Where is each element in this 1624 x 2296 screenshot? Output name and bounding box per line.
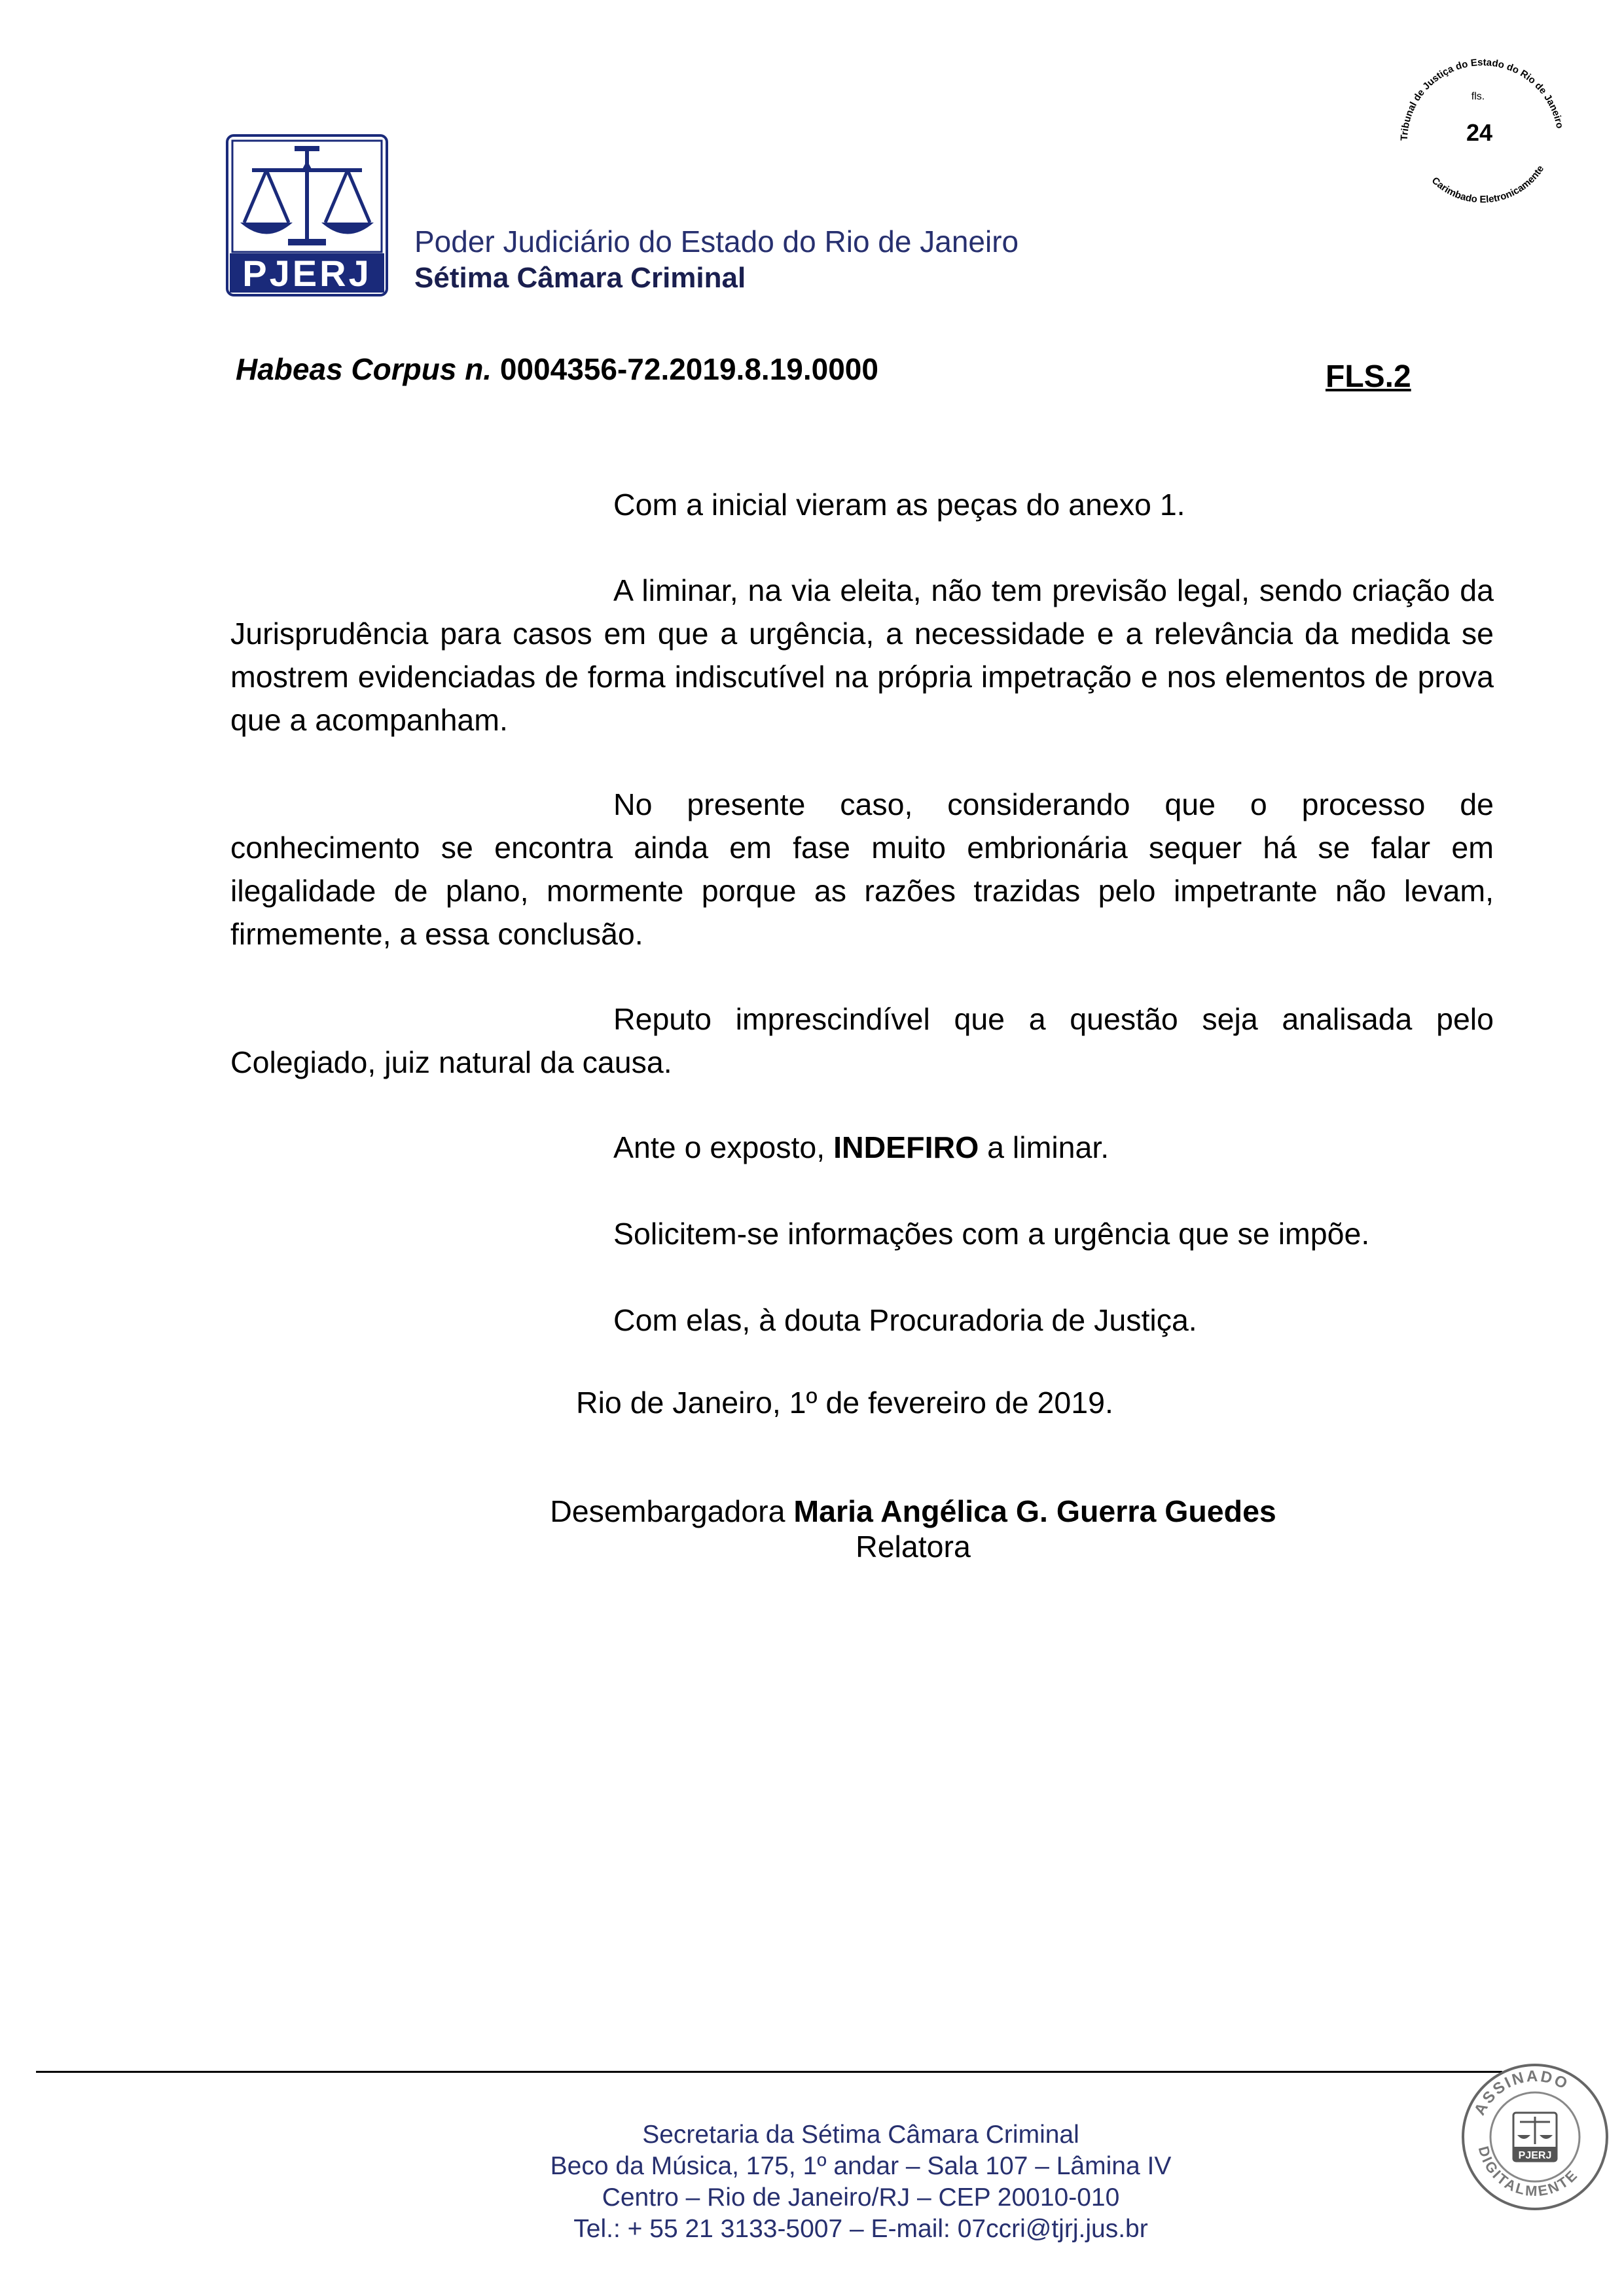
paragraph-5-after: a liminar. bbox=[987, 1130, 1110, 1164]
paragraph-4-text: Reputo imprescindível que a questão seja analisada pelo Colegiado, juiz natural da causa. bbox=[230, 1002, 1494, 1079]
footer-line-2: Beco da Música, 175, 1º andar – Sala 107 – Lâmina IV bbox=[550, 2152, 1172, 2180]
digital-signature-seal bbox=[1460, 2062, 1610, 2212]
paragraph-1: Com a inicial vieram as peças do anexo 1. bbox=[613, 488, 1185, 522]
paragraph-4 bbox=[230, 997, 1494, 1084]
case-label: Habeas Corpus n. bbox=[236, 352, 492, 386]
seal-top-text: ASSINADO bbox=[1470, 2067, 1572, 2119]
pjerj-logo bbox=[226, 134, 388, 296]
paragraph-5-bold: INDEFIRO bbox=[833, 1130, 979, 1164]
paragraph-2-text: A liminar, na via eleita, não tem previsão legal, sendo criação da Jurisprudência para casos em que a urgência, a necessidade e a relevância da medida se mostrem evidenciadas de forma indiscutível na própria impetração e nos elementos de prova que a acompanham. bbox=[230, 573, 1494, 737]
signature-title: Desembargadora bbox=[550, 1494, 785, 1528]
case-number: 0004356-72.2019.8.19.0000 bbox=[499, 352, 878, 386]
signature-name: Maria Angélica G. Guerra Guedes bbox=[793, 1494, 1276, 1528]
signature-role: Relatora bbox=[856, 1530, 971, 1564]
date-line: Rio de Janeiro, 1º de fevereiro de 2019. bbox=[576, 1386, 1113, 1420]
paragraph-7: Com elas, à douta Procuradoria de Justiça. bbox=[613, 1303, 1197, 1337]
stamp-bottom-text: Carimbado Eletronicamente bbox=[1429, 163, 1547, 206]
svg-text:Carimbado Eletronicamente bbox=[1430, 164, 1546, 206]
paragraph-3-text: No presente caso, considerando que o processo de conhecimento se encontra ainda em fase muito embrionária sequer há se falar em ilegalidade de plano, mormente porque as razões trazidas pelo impetrante não levam, firmemente, a essa conclusão. bbox=[230, 787, 1494, 951]
footer-line-1: Secretaria da Sétima Câmara Criminal bbox=[642, 2121, 1079, 2149]
footer-line-4: Tel.: + 55 21 3133-5007 – E-mail: 07ccri@tjrj.jus.br bbox=[573, 2215, 1148, 2243]
paragraph-2 bbox=[230, 569, 1494, 742]
paragraph-3 bbox=[230, 783, 1494, 956]
paragraph-5-before: Ante o exposto, bbox=[613, 1130, 825, 1164]
paragraph-6: Solicitem-se informações com a urgência que se impõe. bbox=[613, 1217, 1370, 1251]
stamp-ring-text: Tribunal de Justiça do Estado do Rio de Janeiro bbox=[1398, 56, 1566, 141]
org-name: Poder Judiciário do Estado do Rio de Janeiro bbox=[414, 224, 1019, 259]
org-subtitle: Sétima Câmara Criminal bbox=[414, 262, 746, 294]
seal-bottom-text: DIGITALMENTE bbox=[1475, 2144, 1582, 2200]
paragraph-5 bbox=[613, 1126, 1109, 1169]
court-page-stamp bbox=[1381, 26, 1578, 216]
seal-logo-text: PJERJ bbox=[1518, 2150, 1552, 2161]
logo-text: PJERJ bbox=[242, 253, 372, 294]
footer-divider bbox=[36, 2071, 1502, 2073]
fls-label: FLS.2 bbox=[1326, 359, 1411, 394]
stamp-small-label: fls. bbox=[1471, 91, 1485, 102]
stamp-page-number: 24 bbox=[1466, 119, 1493, 146]
footer-line-3: Centro – Rio de Janeiro/RJ – CEP 20010-010 bbox=[602, 2183, 1120, 2212]
case-number-line bbox=[236, 351, 878, 387]
